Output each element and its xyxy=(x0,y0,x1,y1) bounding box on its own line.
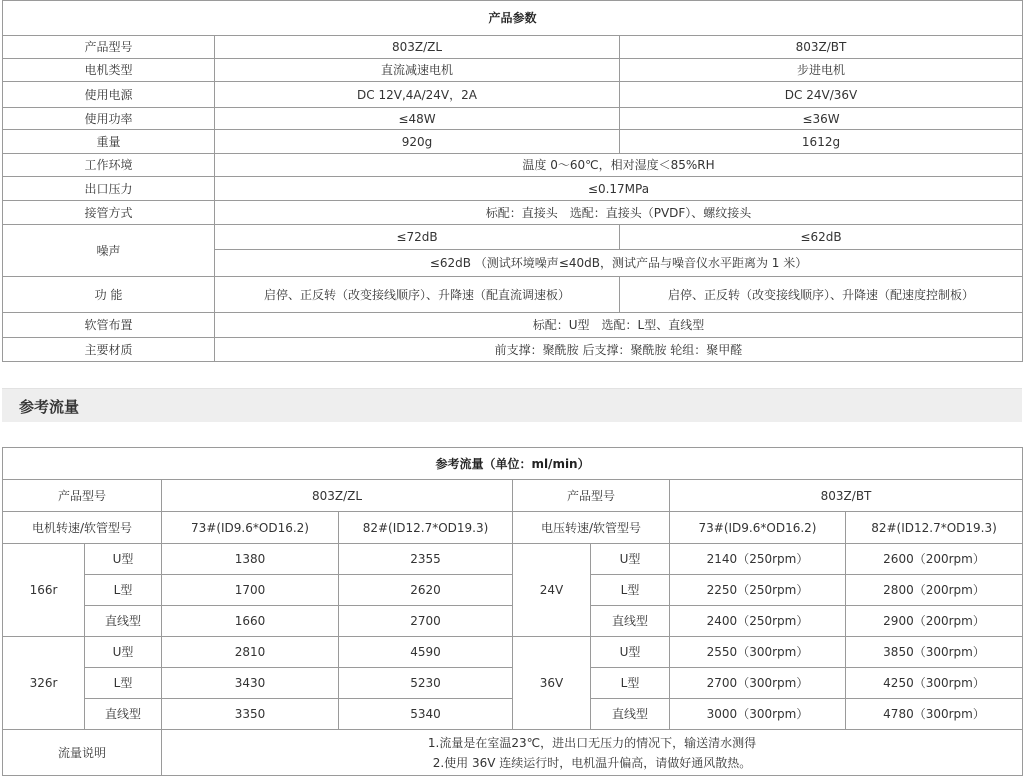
flow-value: 2140（250rpm） xyxy=(670,544,846,575)
spec-zl-value: 803Z/ZL xyxy=(215,36,620,59)
flow-value: 5340 xyxy=(339,699,513,730)
flow-data-row xyxy=(3,544,1023,575)
spec-label: 使用电源 xyxy=(3,82,215,108)
flow-hose-type: 直线型 xyxy=(591,606,670,637)
flow-value: 2900（200rpm） xyxy=(846,606,1023,637)
spec-bt-value: 启停、正反转（改变接线顺序）、升降速（配速度控制板） xyxy=(620,277,1023,313)
spec-label: 出口压力 xyxy=(3,177,215,201)
spec-label: 重量 xyxy=(3,130,215,154)
section-title: 参考流量 xyxy=(19,398,80,416)
flow-value: 2600（200rpm） xyxy=(846,544,1023,575)
spec-label: 功 能 xyxy=(3,277,215,313)
specs-table xyxy=(2,0,1023,362)
flow-hose-type: 直线型 xyxy=(85,699,162,730)
spec-bt-value: ≤36W xyxy=(620,108,1023,130)
flow-hose-type: U型 xyxy=(591,637,670,668)
flow-value: 4590 xyxy=(339,637,513,668)
flow-model-label: 产品型号 xyxy=(513,480,670,512)
flow-hose-type: U型 xyxy=(85,544,162,575)
spec-row xyxy=(3,82,1023,108)
flow-table xyxy=(2,447,1023,776)
flow-zl-speed: 326r xyxy=(3,637,85,730)
flow-value: 4250（300rpm） xyxy=(846,668,1023,699)
spec-material-value: 前支撑：聚酰胺 后支撑：聚酰胺 轮组：聚甲醛 xyxy=(215,338,1023,362)
flow-header-row xyxy=(3,512,1023,544)
flow-value: 3350 xyxy=(162,699,339,730)
spec-zl-value: 启停、正反转（改变接线顺序）、升降速（配直流调速板） xyxy=(215,277,620,313)
spec-pressure-value: ≤0.17MPa xyxy=(215,177,1023,201)
flow-hose-type: L型 xyxy=(591,668,670,699)
flow-value: 2400（250rpm） xyxy=(670,606,846,637)
flow-value: 4780（300rpm） xyxy=(846,699,1023,730)
spec-bt-value: DC 24V/36V xyxy=(620,82,1023,108)
flow-hose-type: L型 xyxy=(591,575,670,606)
spec-row xyxy=(3,36,1023,59)
spec-bt-value: 步进电机 xyxy=(620,59,1023,82)
spec-label: 噪声 xyxy=(3,225,215,277)
flow-zl-model: 803Z/ZL xyxy=(162,480,513,512)
flow-data-row xyxy=(3,637,1023,668)
flow-model-label: 产品型号 xyxy=(3,480,162,512)
flow-bt-speed-label: 电压转速/软管型号 xyxy=(513,512,670,544)
spec-label: 主要材质 xyxy=(3,338,215,362)
flow-hose-73: 73#(ID9.6*OD16.2) xyxy=(670,512,846,544)
flow-hose-type: L型 xyxy=(85,575,162,606)
spec-zl-value: ≤72dB xyxy=(215,225,620,250)
spec-row xyxy=(3,201,1023,225)
flow-notes-label: 流量说明 xyxy=(3,730,162,776)
flow-value: 2355 xyxy=(339,544,513,575)
spec-label: 产品型号 xyxy=(3,36,215,59)
spec-label: 软管布置 xyxy=(3,313,215,338)
spec-row xyxy=(3,277,1023,313)
flow-hose-type: U型 xyxy=(591,544,670,575)
flow-value: 2800（200rpm） xyxy=(846,575,1023,606)
flow-value: 2700（300rpm） xyxy=(670,668,846,699)
spec-label: 接管方式 xyxy=(3,201,215,225)
flow-hose-73: 73#(ID9.6*OD16.2) xyxy=(162,512,339,544)
spec-hose-value: 标配：U型 选配：L型、直线型 xyxy=(215,313,1023,338)
spec-bt-value: 1612g xyxy=(620,130,1023,154)
flow-note-line: 1.流量是在室温23℃，进出口无压力的情况下，输送清水测得 xyxy=(427,735,757,750)
spec-connector-value: 标配：直接头 选配：直接头（PVDF）、螺纹接头 xyxy=(215,201,1023,225)
spec-zl-value: DC 12V,4A/24V，2A xyxy=(215,82,620,108)
spec-label: 工作环境 xyxy=(3,154,215,177)
flow-value: 2250（250rpm） xyxy=(670,575,846,606)
flow-hose-82: 82#(ID12.7*OD19.3) xyxy=(339,512,513,544)
flow-bt-voltage: 36V xyxy=(513,637,591,730)
spec-row xyxy=(3,59,1023,82)
spec-zl-value: ≤48W xyxy=(215,108,620,130)
flow-header-row xyxy=(3,480,1023,512)
flow-title: 参考流量（单位：ml/min） xyxy=(3,448,1023,480)
spec-label: 使用功率 xyxy=(3,108,215,130)
flow-value: 2620 xyxy=(339,575,513,606)
specs-title: 产品参数 xyxy=(3,1,1023,36)
spec-row xyxy=(3,338,1023,362)
flow-value: 2810 xyxy=(162,637,339,668)
flow-value: 3850（300rpm） xyxy=(846,637,1023,668)
flow-hose-82: 82#(ID12.7*OD19.3) xyxy=(846,512,1023,544)
flow-notes-row xyxy=(3,730,1023,776)
spec-bt-value: ≤62dB xyxy=(620,225,1023,250)
spec-row xyxy=(3,177,1023,201)
spec-row xyxy=(3,225,1023,250)
flow-value: 3000（300rpm） xyxy=(670,699,846,730)
spec-row xyxy=(3,313,1023,338)
spec-env-value: 温度 0～60℃，相对湿度＜85%RH xyxy=(215,154,1023,177)
spec-bt-value: 803Z/BT xyxy=(620,36,1023,59)
flow-hose-type: U型 xyxy=(85,637,162,668)
flow-hose-type: 直线型 xyxy=(591,699,670,730)
spec-row xyxy=(3,154,1023,177)
spec-row xyxy=(3,130,1023,154)
flow-bt-model: 803Z/BT xyxy=(670,480,1023,512)
spec-noise-note: ≤62dB （测试环境噪声≤40dB，测试产品与噪音仪水平距离为 1 米） xyxy=(215,250,1023,277)
flow-value: 2700 xyxy=(339,606,513,637)
spec-row xyxy=(3,108,1023,130)
flow-bt-voltage: 24V xyxy=(513,544,591,637)
flow-value: 3430 xyxy=(162,668,339,699)
flow-hose-type: 直线型 xyxy=(85,606,162,637)
flow-hose-type: L型 xyxy=(85,668,162,699)
flow-notes xyxy=(162,730,1023,776)
spec-zl-value: 直流减速电机 xyxy=(215,59,620,82)
flow-value: 2550（300rpm） xyxy=(670,637,846,668)
flow-note-line: 2.使用 36V 连续运行时，电机温升偏高，请做好通风散热。 xyxy=(432,755,752,770)
spec-zl-value: 920g xyxy=(215,130,620,154)
flow-value: 1380 xyxy=(162,544,339,575)
flow-zl-speed: 166r xyxy=(3,544,85,637)
flow-zl-speed-label: 电机转速/软管型号 xyxy=(3,512,162,544)
spec-label: 电机类型 xyxy=(3,59,215,82)
flow-value: 1700 xyxy=(162,575,339,606)
flow-value: 5230 xyxy=(339,668,513,699)
flow-value: 1660 xyxy=(162,606,339,637)
section-header xyxy=(2,388,1022,422)
